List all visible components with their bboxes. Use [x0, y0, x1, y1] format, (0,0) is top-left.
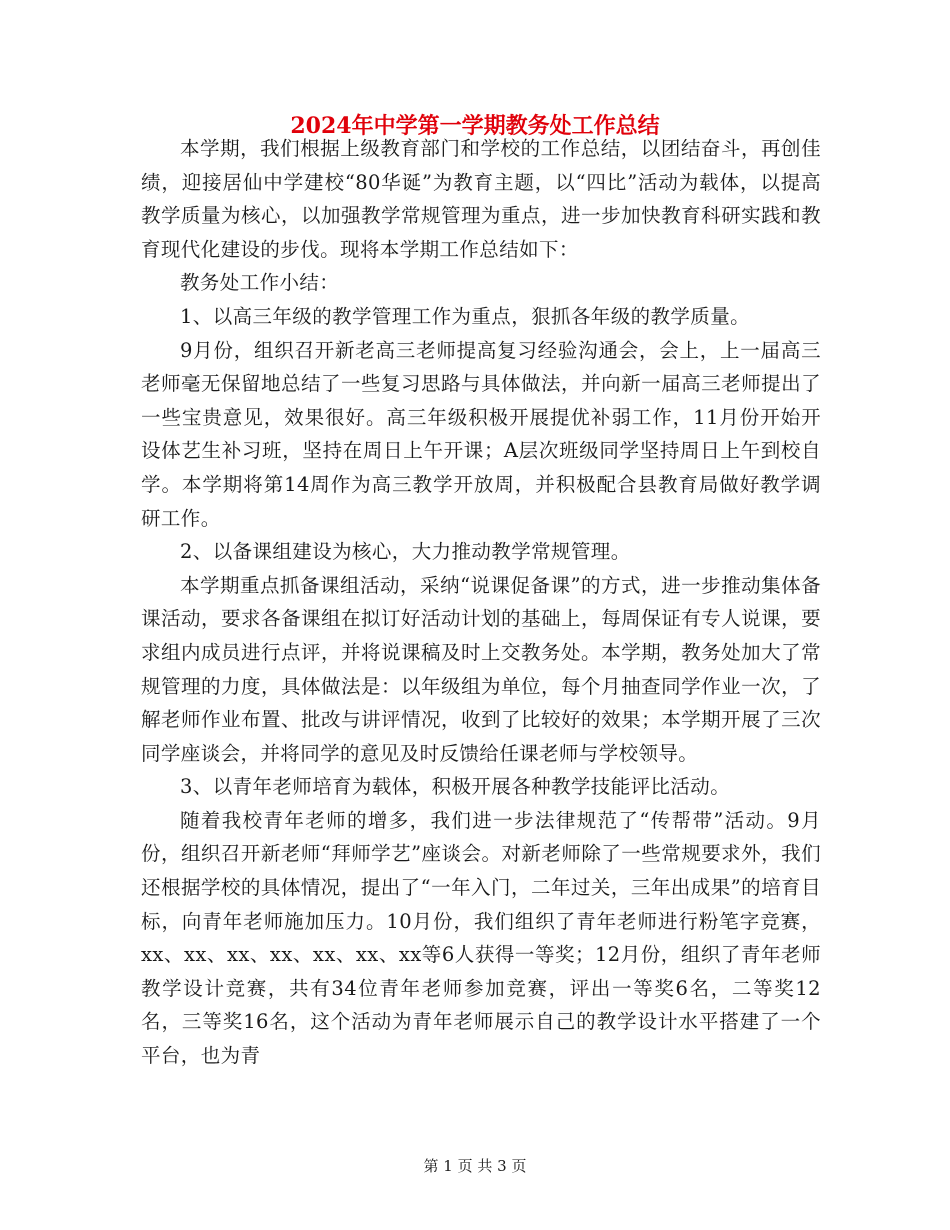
paragraph-section-2-heading: 2、以备课组建设为核心，大力推动教学常规管理。: [180, 540, 631, 564]
paragraph-intro: 本学期，我们根据上级教育部门和学校的工作总结，以团结奋斗，再创佳绩，迎接居仙中学建校“80华诞”为教育主题，以“四比”活动为载体，以提高教学质量为核心，以加强教学常规管理为重点，进一步加快教育科研实践和教育现代化建设的步伐。现将本学期工作总结如下：: [141, 137, 821, 261]
paragraph-section-2-body: 本学期重点抓备课组活动，采纳“说课促备课”的方式，进一步推动集体备课活动，要求各备课组在拟订好活动计划的基础上，每周保证有专人说课，要求组内成员进行点评，并将说课稿及时上交教务处。本学期，教务处加大了常规管理的力度，具体做法是：以年级组为单位，每个月抽查同学作业一次，了解老师作业布置、批改与讲评情况，收到了比较好的效果；本学期开展了三次同学座谈会，并将同学的意见及时反馈给任课老师与学校领导。: [141, 573, 821, 765]
paragraph-section-1-heading: 1、以高三年级的教学管理工作为重点，狠抓各年级的教学质量。: [180, 304, 751, 328]
paragraph-summary-heading: 教务处工作小结：: [180, 271, 340, 295]
paragraph-section-3-heading: 3、以青年老师培育为载体，积极开展各种教学技能评比活动。: [180, 775, 731, 799]
document-title: 2024年中学第一学期教务处工作总结: [290, 113, 660, 139]
page-number-footer: 第 1 页 共 3 页: [423, 1157, 527, 1175]
paragraph-section-1-body: 9月份，组织召开新老高三老师提高复习经验沟通会，会上，上一届高三老师毫无保留地总结了一些复习思路与具体做法，并向新一届高三老师提出了一些宝贵意见，效果很好。高三年级积极开展提优补弱工作，11月份开始开设体艺生补习班，坚持在周日上午开课；A层次班级同学坚持周日上午到校自学。本学期将第14周作为高三教学开放周，并积极配合县教育局做好教学调研工作。: [141, 338, 821, 530]
document-body: [141, 132, 821, 1073]
paragraph-section-3-body: 随着我校青年老师的增多，我们进一步法律规范了“传帮带”活动。9月份，组织召开新老师“拜师学艺”座谈会。对新老师除了一些常规要求外，我们还根据学校的具体情况，提出了“一年入门，二年过关，三年出成果”的培育目标，向青年老师施加压力。10月份，我们组织了青年老师进行粉笔字竞赛，xx、xx、xx、xx、xx、xx、xx等6人获得一等奖；12月份，组织了青年老师教学设计竞赛，共有34位青年老师参加竞赛，评出一等奖6名，二等奖12名，三等奖16名，这个活动为青年老师展示自己的教学设计水平搭建了一个平台，也为青: [141, 808, 821, 1068]
